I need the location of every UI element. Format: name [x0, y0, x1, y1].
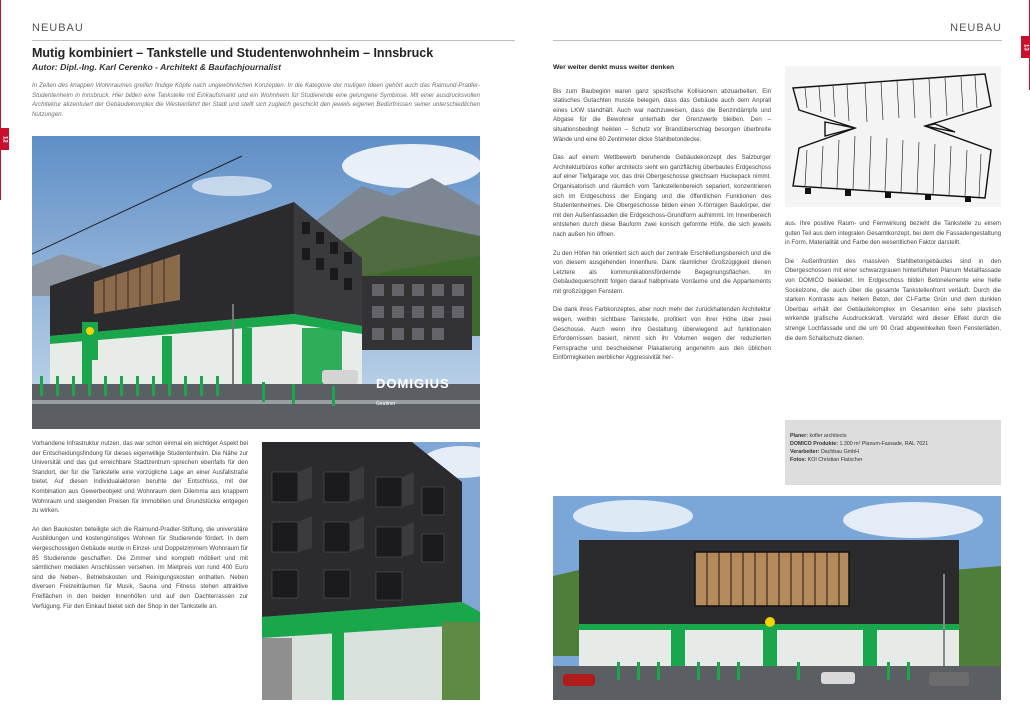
credit-value: Dachbau GmbH: [820, 449, 859, 455]
facade-detail-photo: [262, 442, 480, 700]
article-author: Autor: Dipl.-Ing. Karl Cerenko - Architekt & Baufachjournalist: [32, 62, 281, 72]
right-body-column-2: [785, 219, 1001, 352]
left-section-label: NEUBAU: [32, 22, 84, 34]
right-page-number-tab: [1021, 36, 1030, 58]
credit-line: [790, 432, 996, 440]
left-page-number-tab: [0, 128, 9, 150]
left-header-rule: [32, 40, 515, 41]
article-title: Mutig kombiniert – Tankstelle und Studentenwohnheim – Innsbruck: [32, 46, 434, 60]
floor-plan-drawing: [785, 66, 1001, 207]
watermark-sub: Geuttner: [376, 401, 396, 407]
photo-watermark: [376, 376, 450, 407]
right-section-heading: Wer weiter denkt muss weiter denken: [553, 64, 675, 71]
credit-label: Verarbeiter:: [790, 449, 820, 455]
left-paragraph: Vorhandene Infrastruktur nutzen, das war schon einmal ein wichtiger Aspekt bei der Entscheidungsfindung für dieses eigenwillige Studentenheim. Die Nähe zur Universität und das gut erreichbare Stadtzentrum sprechen ebenfalls für den Standort, der für die Tankstelle eine vorzügliche Lage an einer Ausfallstraße bietet. Auf diesen Individualaktoren beruhte der Entschluss, mit der Kombination aus Gewerbeobjekt und Wohnraum dem Dilemma aus knappem Wohnraum und steigenden Preisen für Immobilien und Grundstücke entgegen zu wirken.: [32, 440, 248, 515]
credit-line: [790, 456, 996, 464]
right-paragraph: Das auf einem Wettbewerb beruhende Gebäudekonzept des Salzburger Architekturbüros kofler architects sieht ein ganzflächig überbautes Erdgeschoss auf einer Tiefgarage vor, das drei Obergeschosse gleichsam Huckepack nimmt. Organisatorisch und räumlich vom Tankstellenbereich separiert, konzentrieren sich im Erdgeschoss der Eingang und die öffentlichen Funktionen des Studentenheimes. Die Obergeschosse bilden einen X-förmigen Baukörper, der mit den Außenfassaden die Erdgeschoss-Grundform aufnimmt. Im Innenbereich entstehen durch diese Bauform zwei konisch geformte Höfe, die sich jeweils nach außen hin öffnen.: [553, 154, 771, 238]
right-header-rule: [553, 40, 1002, 41]
credit-label: Fotos:: [790, 457, 807, 463]
right-paragraph: aus. Ihre positive Raum- und Fernwirkung bezieht die Tankstelle zu einem guten Teil aus dem integralen Gesamtkonzept, bei dem die Fassadengestaltung in Form, Materialität und Farbe den wesentlichen Faktor darstellt.: [785, 220, 1001, 247]
right-body-column-1: [553, 63, 771, 372]
main-building-photo: [32, 136, 480, 429]
credit-line: [790, 448, 996, 456]
right-paragraph: Zu den Höfen hin orientiert sich auch der zentrale Erschließungsbereich und die von diesem ausgehenden Innenflure. Dank räumlicher Großzügigkeit dienen Letztere als kommunikationsfördernde Begegnungsflächen. Im Gebäudequerschnitt folgen darauf halbprivate Vorräume und die Appartements mit großzügigen Fenstern.: [553, 249, 771, 295]
left-paragraph: An den Baukosten beteiligte sich die Raimund-Pradler-Stiftung, die universitäre Ausbildungen und kostengünstiges Wohnen für Studierende fördert. In dem viergeschossigen Gebäude wurde in Einzel- und Doppelzimmern Wohnraum für 85 Studierende geschaffen. Die Zimmer sind komplett möbliert und mit sämtlichen medialen Anschlüssen versehen. Im Mietpreis von rund 400 Euro sind die Neben-, Betriebskosten und Reinigungskosten enthalten. Neben diversen Freizeiträumen für Musik, Sauna und Fitness stehen attraktive Freiflächen in den beiden Innenhöfen und auf den Dachterrassen zur Verfügung. Für den Einkauf bietet sich der Shop in der Tankstelle an.: [32, 525, 248, 610]
front-view-photo: [553, 496, 1001, 700]
credit-value: kofler architects: [809, 433, 847, 439]
floor-plan-illustration: [785, 66, 1001, 207]
credit-line: [790, 440, 996, 448]
facade-photo-illustration: [262, 442, 480, 700]
right-page-number: 13: [1022, 43, 1029, 51]
right-paragraph: Die Außenfronten des massiven Stahlbetongebäudes sind in den Obergeschossen mit einer schwarzgrauen hinterlüfteten Planum Metallfassade von DOMICO bekleidet. Im Erdgeschoss bilden Betonelemente eine helle Sockelzone, die auch über die gesamte Tankstellenfront verläuft. Durch die starken Kontraste aus hellem Beton, der CI-Farbe Grün und dem dunklen Überbau erhält der Gebäudekomplex im Gesamten eine sehr plastisch wirkende grafische Ausdruckskraft. Verstärkt wird dieser Effekt durch die strenge Lochfassade und die um 90 Grad abgewinkelten fixen Fensterläden, die dem Schallschutz dienen.: [785, 257, 1001, 342]
right-paragraph: Die dank ihres Farbkonzeptes, aber noch mehr der zurückhaltenden Architektur wegen, weithin sichtbare Tankstelle, profitiert von ihrer Höhe über zwei Geschosse. Auch wenn ihre Gestaltung überwiegend auf funktionalen Erfordernissen basiert, nimmt sich ihr Volumen wegen der reduzierten Fernsprache und bescheidener Plakatierung angenehm aus den üblichen Einförmigkeiten werblicher Aggressivität her-: [553, 306, 771, 362]
right-section-label: NEUBAU: [950, 22, 1002, 34]
credit-value: KOI Christian Flatscher: [807, 457, 863, 463]
left-page-number: 12: [1, 135, 8, 143]
front-photo-illustration: [553, 496, 1001, 700]
watermark-brand: DOMIGIUS: [376, 376, 450, 391]
left-edge-marker: [0, 0, 1, 200]
credit-label: Planer:: [790, 433, 808, 439]
credit-label: DOMICO Produkte:: [790, 441, 838, 447]
project-credits-box: [785, 420, 1001, 485]
left-body-column: [32, 439, 248, 620]
right-paragraph: Bis zum Baubeginn waren ganz spezifische Kollisionen abzuarbeiten. Ein statisches Gutachten musste belegen, dass das Gebäude auch dem Anprall eines LKW standhält. Auch war nachzuweisen, dass die Benzindämpfe und Abgase für die Bewohner unterhalb der Grenzwerte bleiben. Den – situationsbedingt heiklen – Schutz vor Brandüberschlag besorgen überbreite Wände und eine 60 Zentimeter dicke Stahlbetondecke.: [553, 87, 771, 143]
article-intro: In Zeiten des knappen Wohnraumes greifen findige Köpfe nach ungewöhnlichen Konzepten. In die Kategorie der mutigen Ideen gehört auch das Raimund-Pradler-Studentenheim in Innsbruck. Hier bilden eine Tankstelle mit Einkaufsmarkt und ein Wohnheim für Studierende eine gelungene Symbiose. Mit einer ausdrucksvollen Architektur akzentuiert der Gebäudekomplex die Westeinfahrt der Stadt und stellt sich zugleich geschickt den jeweils eigenen Bedürfnissen seiner unterschiedlichen Nutzungen.: [32, 82, 480, 118]
credit-value: 1.300 m² Planum-Fassade, RAL 7021: [839, 441, 929, 447]
